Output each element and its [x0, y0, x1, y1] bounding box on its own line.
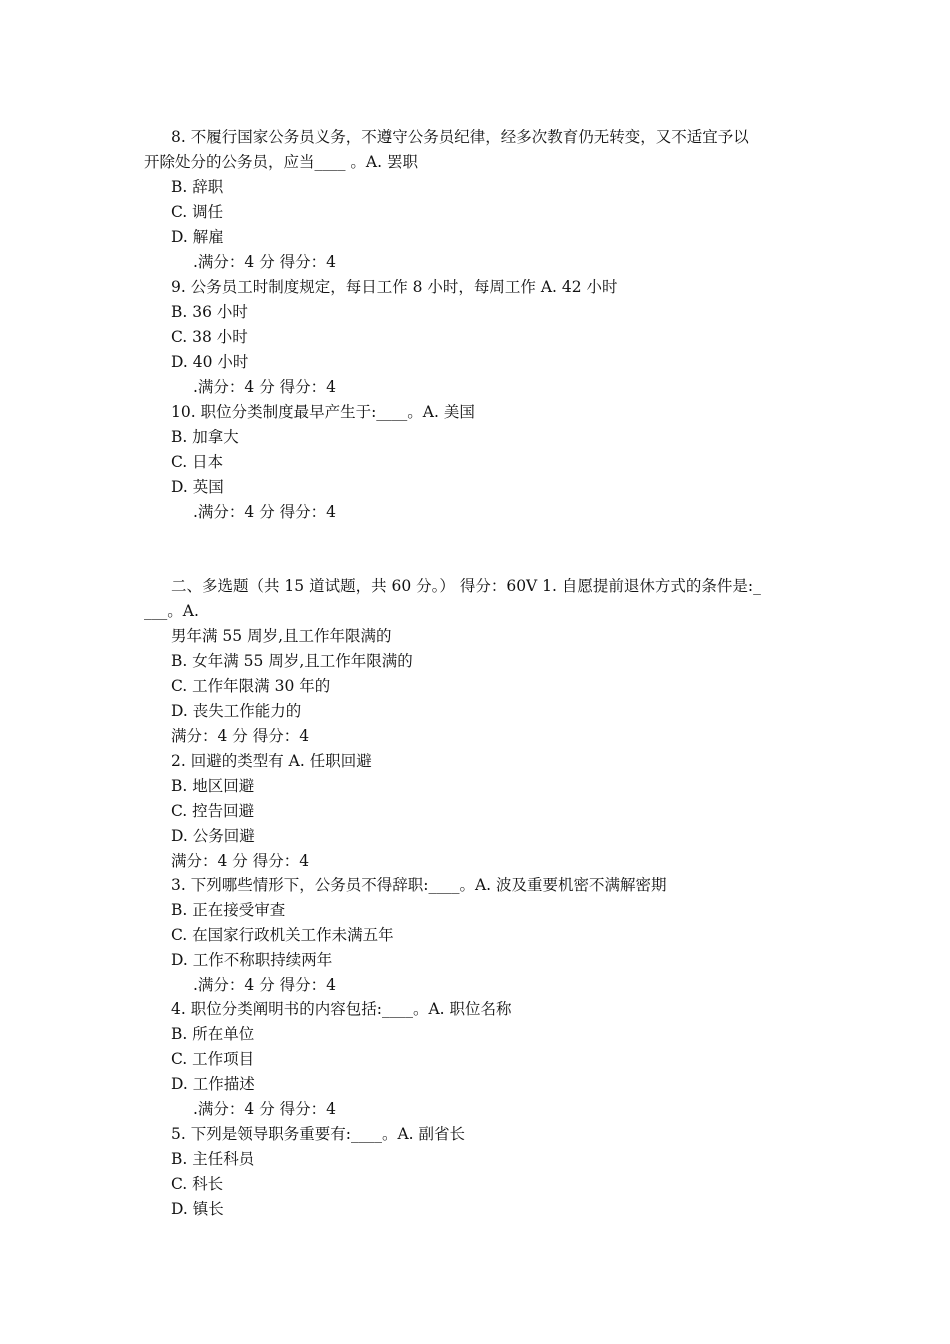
question-8-stem-line-2: 开除处分的公务员，应当____ 。A. 罢职: [144, 153, 418, 171]
mc-question-2-score: 满分：4 分 得分：4: [171, 852, 310, 870]
mc-question-3-option-c: C. 在国家行政机关工作未满五年: [171, 926, 394, 944]
mc-question-3-option-d: D. 工作不称职持续两年: [171, 951, 333, 969]
question-8-option-d: D. 解雇: [171, 228, 224, 246]
mc-question-1-stem-cont: ___。A.: [144, 602, 199, 620]
mc-question-1-score: 满分：4 分 得分：4: [171, 727, 310, 745]
question-10-score: .满分：4 分 得分：4: [193, 503, 337, 521]
mc-question-2-stem: 2. 回避的类型有 A. 任职回避: [171, 752, 372, 770]
mc-question-4-option-b: B. 所在单位: [171, 1025, 255, 1043]
mc-question-2-option-d: D. 公务回避: [171, 827, 255, 845]
mc-question-4-option-c: C. 工作项目: [171, 1050, 255, 1068]
mc-question-5-option-b: B. 主任科员: [171, 1150, 255, 1168]
mc-question-5-option-d: D. 镇长: [171, 1200, 224, 1218]
question-9-option-b: B. 36 小时: [171, 303, 248, 321]
mc-question-4-score: .满分：4 分 得分：4: [193, 1100, 337, 1118]
mc-question-1-option-c: C. 工作年限满 30 年的: [171, 677, 331, 695]
mc-question-2-option-c: C. 控告回避: [171, 802, 255, 820]
question-8-option-b: B. 辞职: [171, 178, 224, 196]
question-10-option-d: D. 英国: [171, 478, 224, 496]
mc-question-4-stem: 4. 职位分类阐明书的内容包括:____。A. 职位名称: [171, 1000, 512, 1018]
mc-question-5-stem: 5. 下列是领导职务重要有:____。A. 副省长: [171, 1125, 465, 1143]
mc-question-3-score: .满分：4 分 得分：4: [193, 976, 337, 994]
question-9-stem: 9. 公务员工时制度规定，每日工作 8 小时，每周工作 A. 42 小时: [171, 278, 618, 296]
mc-question-2-option-b: B. 地区回避: [171, 777, 255, 795]
question-8-stem-line-1: 8. 不履行国家公务员义务，不遵守公务员纪律，经多次教育仍无转变，又不适宜予以: [171, 128, 749, 146]
question-10-stem: 10. 职位分类制度最早产生于:____。A. 美国: [171, 403, 475, 421]
question-10-option-b: B. 加拿大: [171, 428, 239, 446]
mc-question-4-option-d: D. 工作描述: [171, 1075, 255, 1093]
mc-question-3-option-b: B. 正在接受审查: [171, 901, 286, 919]
mc-question-5-option-c: C. 科长: [171, 1175, 224, 1193]
question-10-option-c: C. 日本: [171, 453, 224, 471]
question-9-option-c: C. 38 小时: [171, 328, 248, 346]
mc-question-1-option-d: D. 丧失工作能力的: [171, 702, 302, 720]
question-8-option-c: C. 调任: [171, 203, 224, 221]
mc-question-1-option-a: 男年满 55 周岁,且工作年限满的: [171, 627, 392, 645]
mc-question-3-stem: 3. 下列哪些情形下，公务员不得辞职:____。A. 波及重要机密不满解密期: [171, 876, 667, 894]
question-9-score: .满分：4 分 得分：4: [193, 378, 337, 396]
question-9-option-d: D. 40 小时: [171, 353, 249, 371]
mc-question-1-option-b: B. 女年满 55 周岁,且工作年限满的: [171, 652, 413, 670]
question-8-score: .满分：4 分 得分：4: [193, 253, 337, 271]
section-2-heading: 二、多选题（共 15 道试题，共 60 分。） 得分：60V 1. 自愿提前退休方式的条件是:_: [171, 577, 761, 595]
